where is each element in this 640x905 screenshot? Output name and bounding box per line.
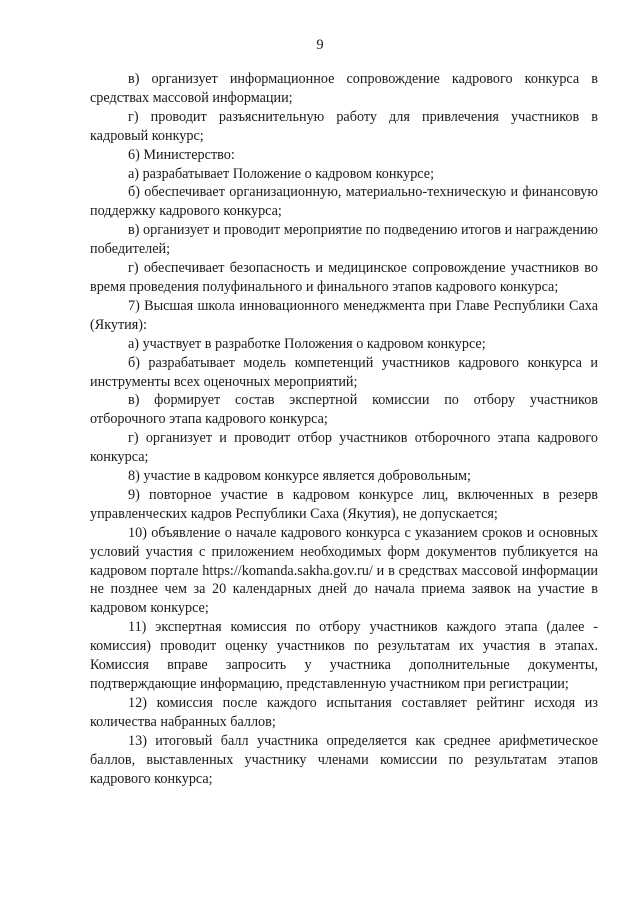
document-body <box>90 70 598 788</box>
paragraph-g-selection: г) организует и проводит отбор участников отборочного этапа кадрового конкурса; <box>90 430 598 466</box>
paragraph-11-expert-commission: 11) экспертная комиссия по отбору участников каждого этапа (далее - комиссия) проводит оценку участников по результатам их участия в этапах. Комиссия вправе запросить у участника дополнительные документы, подтверждающие информацию, представленную участником при регистрации; <box>90 619 598 692</box>
paragraph-a-regulation: а) разрабатывает Положение о кадровом конкурсе; <box>128 165 435 182</box>
paragraph-b-competencies: б) разрабатывает модель компетенций участников кадрового конкурса и инструменты всех оценочных мероприятий; <box>90 354 598 390</box>
paragraph-b-support: б) обеспечивает организационную, материально-техническую и финансовую поддержку кадрового конкурса; <box>90 184 598 220</box>
paragraph-g-safety: г) обеспечивает безопасность и медицинское сопровождение участников во время проведения полуфинального и финального этапов кадрового конкурса; <box>90 260 598 295</box>
paragraph-7-school: 7) Высшая школа инновационного менеджмента при Главе Республики Саха (Якутия): <box>90 297 598 333</box>
paragraph-g-outreach: г) проводит разъяснительную работу для привлечения участников в кадровый конкурс; <box>90 108 598 144</box>
paragraph-10-announcement: 10) объявление о начале кадрового конкурса с указанием сроков и основных условий участия с приложением необходимых форм документов публикуется на кадровом портале https://komanda.sakha.gov.ru/ и в средствах массовой информации не позднее чем за 20 календарных дней до начала приема заявок на участие в кадровом конкурсе; <box>90 524 598 617</box>
paragraph-v-commission: в) формирует состав экспертной комиссии по отбору участников отборочного этапа кадрового конкурса; <box>90 392 598 428</box>
paragraph-13-final-score: 13) итоговый балл участника определяется как среднее арифметическое баллов, выставленных участнику членами комиссии по результатам этапов кадрового конкурса; <box>90 732 598 787</box>
paragraph-v-media: в) организует информационное сопровождение кадрового конкурса в средствах массовой информации; <box>90 71 598 106</box>
paragraph-8-voluntary: 8) участие в кадровом конкурсе является добровольным; <box>128 468 471 485</box>
page-number: 9 <box>316 37 324 53</box>
paragraph-v-awards: в) организует и проводит мероприятие по подведению итогов и награждению победителей; <box>90 222 598 258</box>
paragraph-6-ministry: 6) Министерство: <box>128 146 235 163</box>
paragraph-12-rating: 12) комиссия после каждого испытания составляет рейтинг исходя из количества набранных баллов; <box>90 694 598 730</box>
paragraph-9-repeat: 9) повторное участие в кадровом конкурсе лиц, включенных в резерв управленческих кадров Республики Саха (Якутия), не допускается; <box>90 486 598 522</box>
paragraph-a-participates: а) участвует в разработке Положения о кадровом конкурсе; <box>128 335 486 352</box>
